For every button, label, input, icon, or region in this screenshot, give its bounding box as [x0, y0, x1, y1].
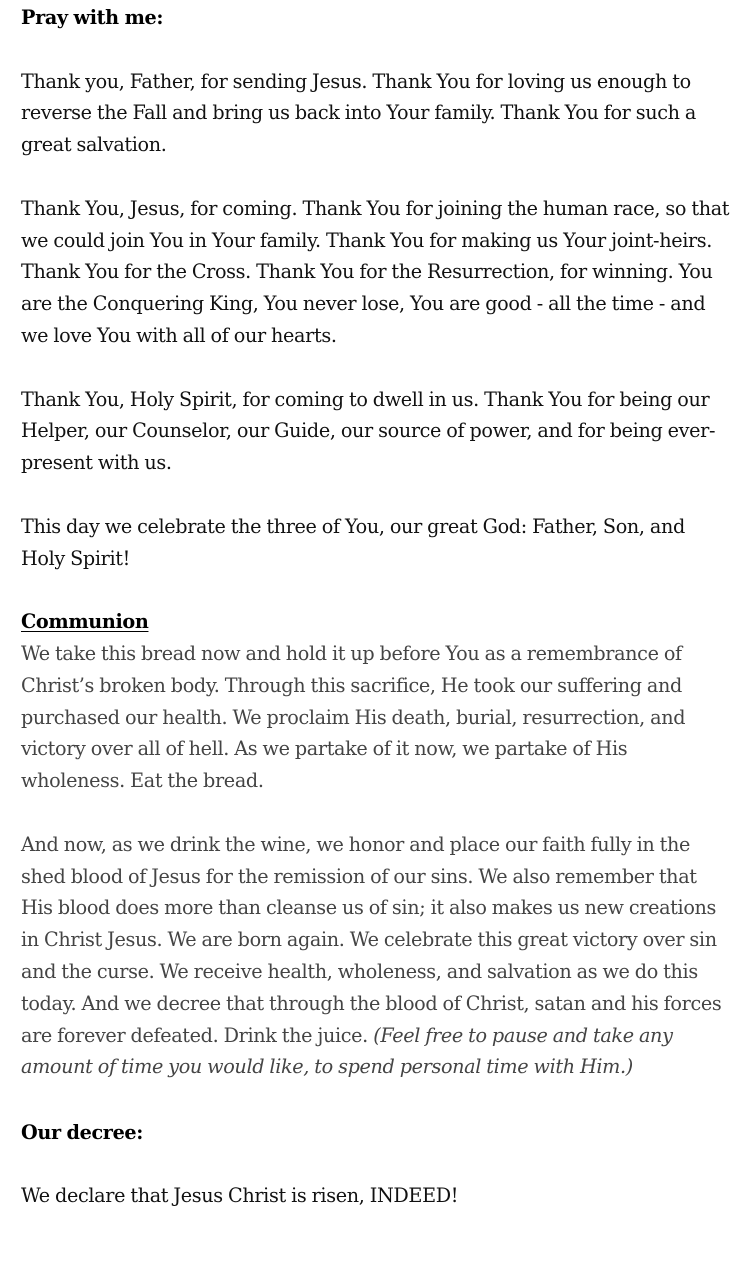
- communion-wine-note: (Feel free to pause and take any amount of time you would like, to spend personal time with Him.): [21, 1023, 673, 1079]
- communion-heading: Communion: [21, 610, 149, 634]
- prayer-paragraph-father: Thank you, Father, for sending Jesus. Thank You for loving us enough to reverse the Fall and bring us back into Your family. Thank You for such a great salvation.: [21, 69, 696, 157]
- document-page: [21, 0, 733, 1212]
- decree-text: We declare that Jesus Christ is risen, INDEED!: [21, 1184, 459, 1208]
- spacer: [21, 1083, 733, 1115]
- communion-bread-paragraph: We take this bread now and hold it up before You as a remembrance of Christ’s broken body. Through this sacrifice, He took our suffering and purchased our health. We proclaim His death, burial, resurrection, and victory over all of hell. As we partake of it now, we partake of His wholeness. Eat the bread.: [21, 641, 686, 793]
- prayer-heading: Pray with me:: [21, 6, 164, 29]
- spacer: [21, 161, 733, 193]
- spacer: [21, 1149, 733, 1181]
- prayer-paragraph-jesus: Thank You, Jesus, for coming. Thank You for joining the human race, so that we could join You in Your family. Thank You for making us Your joint-heirs. Thank You for the Cross. Thank You for the Resurrection, for winning. You are the Conquering King, You never lose, You are good - all the time - and we love You with all of our hearts.: [21, 196, 730, 347]
- prayer-paragraph-celebration: This day we celebrate the three of You, our great God: Father, Son, and Holy Spirit!: [21, 514, 685, 570]
- spacer: [21, 34, 733, 66]
- communion-wine-paragraph: [21, 829, 733, 1083]
- spacer: [21, 352, 733, 384]
- spacer: [21, 479, 733, 511]
- communion-wine-text: And now, as we drink the wine, we honor and place our faith fully in the shed blood of Jesus for the remission of our sins. We also remember that His blood does more than cleanse us of sin; it also makes us new creations in Christ Jesus. We are born again. We celebrate this great victory over sin and the curse. We receive health, wholeness, and salvation as we do this today. And we decree that through the blood of Christ, satan and his forces are forever defeated. Drink the juice.: [21, 832, 722, 1047]
- prayer-paragraph-holy-spirit: Thank You, Holy Spirit, for coming to dwell in us. Thank You for being our Helper, our Counselor, our Guide, our source of power, and for being ever-present with us.: [21, 387, 716, 475]
- decree-heading: Our decree:: [21, 1120, 144, 1144]
- spacer: [21, 797, 733, 829]
- spacer: [21, 574, 733, 606]
